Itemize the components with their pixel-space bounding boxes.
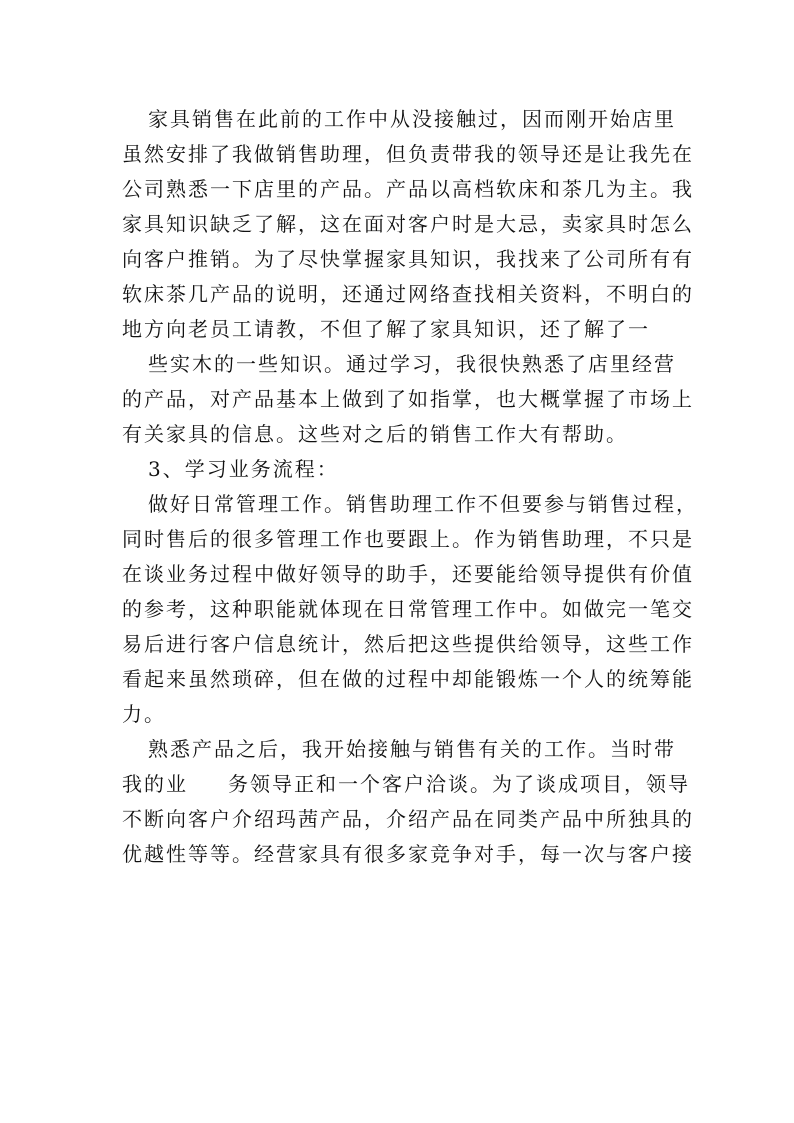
paragraph-2-line-1: 些实木的一些知识。通过学习，我很快熟悉了店里经营 [148, 352, 676, 376]
paragraph-3-line-4: 的参考，这种职能就体现在日常管理工作中。如做完一笔交 [122, 597, 694, 621]
paragraph-1-line-5: 向客户推销。为了尽快掌握家具知识，我找来了公司所有有 [122, 247, 694, 271]
section-heading: 3、学习业务流程： [148, 457, 339, 481]
paragraph-2-line-3: 有关家具的信息。这些对之后的销售工作大有帮助。 [122, 422, 628, 446]
paragraph-3-line-6: 看起来虽然琐碎，但在做的过程中却能锻炼一个人的统筹能 [122, 667, 694, 691]
paragraph-3-line-3: 在谈业务过程中做好领导的助手，还要能给领导提供有价值 [122, 562, 694, 586]
paragraph-3-line-7: 力。 [122, 702, 166, 726]
paragraph-3-line-5: 易后进行客户信息统计，然后把这些提供给领导，这些工作 [122, 632, 694, 656]
paragraph-1-line-4: 家具知识缺乏了解，这在面对客户时是大忌，卖家具时怎么 [122, 212, 694, 236]
paragraph-4-line-1: 熟悉产品之后，我开始接触与销售有关的工作。当时带 [148, 737, 676, 761]
paragraph-3-line-1: 做好日常管理工作。销售助理工作不但要参与销售过程， [148, 492, 698, 516]
paragraph-1-line-6: 软床茶几产品的说明，还通过网络查找相关资料，不明白的 [122, 282, 694, 306]
paragraph-4-line-3: 不断向客户介绍玛茜产品，介绍产品在同类产品中所独具的 [122, 807, 694, 831]
paragraph-4-line-2-start: 我的业 [122, 772, 188, 796]
paragraph-4-line-2-end: 务领导正和一个客户洽谈。为了谈成项目，领导 [228, 772, 690, 796]
paragraph-1-line-3: 公司熟悉一下店里的产品。产品以高档软床和茶几为主。我 [122, 177, 694, 201]
paragraph-2-line-2: 的产品，对产品基本上做到了如指掌，也大概掌握了市场上 [122, 387, 694, 411]
paragraph-1-line-7: 地方向老员工请教，不但了解了家具知识，还了解了一 [122, 317, 650, 341]
paragraph-1-line-1: 家具销售在此前的工作中从没接触过，因而刚开始店里 [148, 107, 676, 131]
paragraph-1-line-2: 虽然安排了我做销售助理，但负责带我的领导还是让我先在 [122, 142, 694, 166]
paragraph-3-line-2: 同时售后的很多管理工作也要跟上。作为销售助理，不只是 [122, 527, 694, 551]
paragraph-4-line-2 [122, 767, 690, 802]
paragraph-4-line-4: 优越性等等。经营家具有很多家竞争对手，每一次与客户接 [122, 842, 694, 866]
body-text [122, 102, 698, 872]
